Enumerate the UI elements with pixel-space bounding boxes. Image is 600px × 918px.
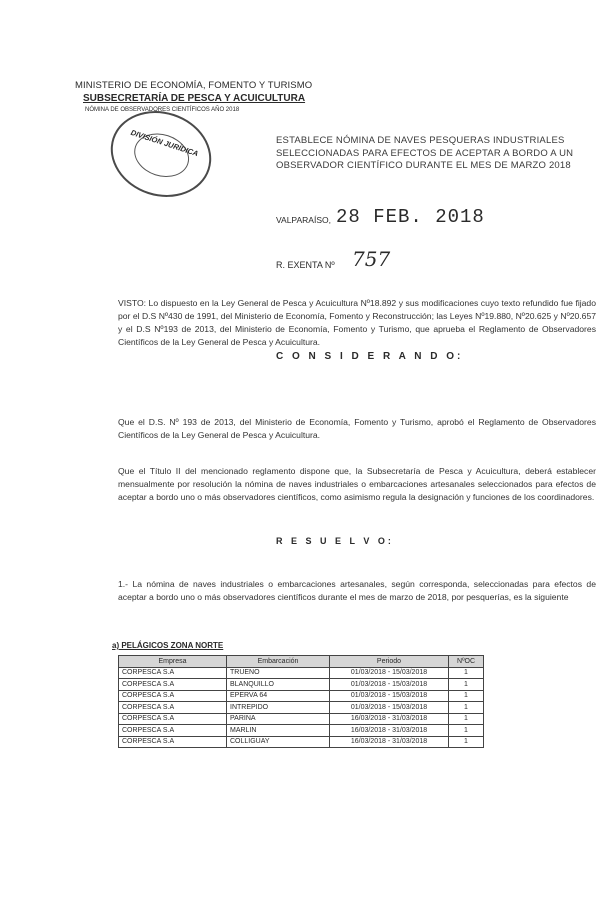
- cell-empresa: CORPESCA S.A: [119, 713, 227, 725]
- cell-periodo: 01/03/2018 - 15/03/2018: [330, 667, 449, 679]
- cell-embarcacion: INTREPIDO: [227, 702, 330, 714]
- cell-embarcacion: MARLIN: [227, 725, 330, 737]
- cell-embarcacion: BLANQUILLO: [227, 679, 330, 691]
- cell-noc: 1: [449, 702, 484, 714]
- cell-embarcacion: EPERVA 64: [227, 690, 330, 702]
- cell-periodo: 01/03/2018 - 15/03/2018: [330, 679, 449, 691]
- cell-periodo: 01/03/2018 - 15/03/2018: [330, 690, 449, 702]
- table-row: [119, 702, 484, 714]
- considerando-paragraph-1: Que el D.S. Nº 193 de 2013, del Ministerio de Economía, Fomento y Turismo, aprobó el Reglamento de Observadores Científicos de la Ley General de Pesca y Acuicultura.: [118, 417, 596, 440]
- table-row: [119, 736, 484, 748]
- table-row: [119, 690, 484, 702]
- date-stamp: 28 FEB. 2018: [336, 206, 485, 228]
- cell-empresa: CORPESCA S.A: [119, 736, 227, 748]
- resolution-label: R. EXENTA Nº: [276, 260, 335, 270]
- cell-embarcacion: PARINA: [227, 713, 330, 725]
- cell-periodo: 01/03/2018 - 15/03/2018: [330, 702, 449, 714]
- subsecretaria-name: SUBSECRETARÍA DE PESCA Y ACUICULTURA: [83, 93, 306, 104]
- place-label: VALPARAÍSO,: [276, 215, 331, 225]
- cell-empresa: CORPESCA S.A: [119, 679, 227, 691]
- cell-empresa: CORPESCA S.A: [119, 725, 227, 737]
- nomina-subtitle: NÓMINA DE OBSERVADORES CIENTÍFICOS AÑO 2018: [85, 107, 240, 113]
- table-row: [119, 679, 484, 691]
- header-empresa: Empresa: [119, 656, 227, 668]
- cell-embarcacion: COLLIGUAY: [227, 736, 330, 748]
- considerando-paragraph-2: Que el Título II del mencionado reglamento dispone que, la Subsecretaría de Pesca y Acuicultura, deberá establecer mensualmente por resolución la nómina de naves industriales o embarcaciones artesanales seleccionados para efectos de aceptar a bordo uno o más observadores científicos, como asimismo regula la designación y funciones de los coordinadores.: [118, 466, 596, 502]
- vessels-table: [118, 655, 484, 748]
- header-periodo: Periodo: [330, 656, 449, 668]
- division-stamp: [100, 98, 223, 209]
- table-row: [119, 667, 484, 679]
- cell-empresa: CORPESCA S.A: [119, 667, 227, 679]
- cell-noc: 1: [449, 713, 484, 725]
- cell-noc: 1: [449, 725, 484, 737]
- ministry-name: MINISTERIO DE ECONOMÍA, FOMENTO Y TURISMO: [75, 80, 313, 91]
- cell-embarcacion: TRUENO: [227, 667, 330, 679]
- table-row: [119, 713, 484, 725]
- header-noc: NºOC: [449, 656, 484, 668]
- cell-empresa: CORPESCA S.A: [119, 702, 227, 714]
- table-row: [119, 725, 484, 737]
- stamp-text: DIVISIÓN JURÍDICA: [129, 127, 200, 159]
- cell-noc: 1: [449, 736, 484, 748]
- header-embarcacion: Embarcación: [227, 656, 330, 668]
- visto-paragraph: VISTO: Lo dispuesto en la Ley General de Pesca y Acuicultura Nº18.892 y sus modificaciones cuyo texto refundido fue fijado por el D.S Nº430 de 1991, del Ministerio de Economía, Fomento y Reconstrucción; las Leyes Nº19.880, Nº20.625 y Nº20.657 y el D.S Nº193 de 2013, del Ministerio de Economía, Fomento y Turismo, que aprueba el Reglamento de Observadores Científicos de la Ley General de Pesca y Acuicultura.: [118, 298, 596, 347]
- resuelvo-paragraph-1: 1.- La nómina de naves industriales o embarcaciones artesanales, según corresponda, seleccionadas para efectos de aceptar a bordo uno o más observadores científicos durante el mes de marzo de 2018, por pesquerías, es la siguiente: [118, 579, 596, 602]
- resolution-number: 757: [352, 247, 391, 271]
- cell-periodo: 16/03/2018 - 31/03/2018: [330, 725, 449, 737]
- resuelvo-heading: R E S U E L V O:: [276, 536, 394, 546]
- cell-noc: 1: [449, 679, 484, 691]
- cell-periodo: 16/03/2018 - 31/03/2018: [330, 713, 449, 725]
- cell-empresa: CORPESCA S.A: [119, 690, 227, 702]
- resolution-title: ESTABLECE NÓMINA DE NAVES PESQUERAS INDUSTRIALES SELECCIONADAS PARA EFECTOS DE ACEPTAR A BORDO A UN OBSERVADOR CIENTÍFICO DURANTE EL MES DE MARZO 2018: [276, 135, 574, 171]
- section-a-heading: a) PELÁGICOS ZONA NORTE: [112, 641, 224, 650]
- cell-noc: 1: [449, 667, 484, 679]
- cell-periodo: 16/03/2018 - 31/03/2018: [330, 736, 449, 748]
- table-header-row: [119, 656, 484, 668]
- considerando-heading: C O N S I D E R A N D O:: [276, 351, 464, 362]
- cell-noc: 1: [449, 690, 484, 702]
